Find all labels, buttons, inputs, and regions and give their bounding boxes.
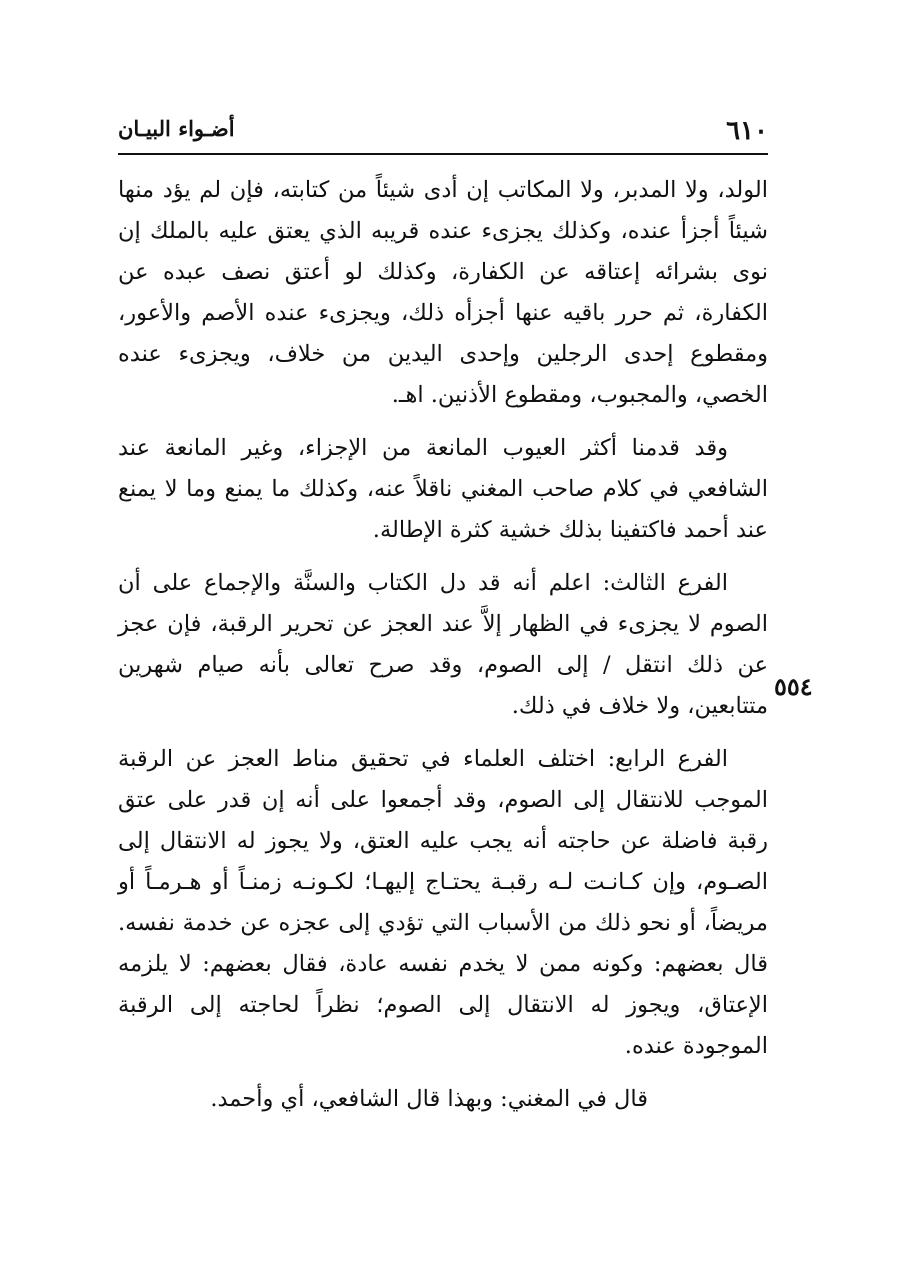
paragraph-defects: وقد قدمنا أكثر العيوب المانعة من الإجزاء، وغير المانعة عند الشافعي في كلام صاحب المغني ناقلاً عنه، وكذلك ما يمنع وما لا يمنع عند أحمد فاكتفينا بذلك خشية كثرة الإطالة. xyxy=(118,435,768,543)
margin-page-reference: ٥٥٤ xyxy=(774,672,813,701)
paragraph-mughni-quote: قال في المغني: وبهذا قال الشافعي، أي وأحمد. xyxy=(210,1086,648,1112)
paragraph-continuation: الولد، ولا المدبر، ولا المكاتب إن أدى شيئاً من كتابته، فإن لم يؤد منها شيئاً أجزأ عنده، وكذلك يجزىء عنده قريبه الذي يعتق عليه بالملك إن نوى بشرائه إعتاقه عن الكفارة، وكذلك لو أعتق نصف عبده عن الكفارة، ثم حرر باقيه عنها أجزأه ذلك، ويجزىء عنده الأصم والأعور، ومقطوع إحدى الرجلين وإحدى اليدين من خلاف، ويجزىء عنده الخصي، والمجبوب، ومقطوع الأذنين. اهـ. xyxy=(118,177,768,408)
page-number: ٦١٠ xyxy=(726,116,768,146)
paragraph-third-branch: الفرع الثالث: اعلم أنه قد دل الكتاب والسنَّة والإجماع على أن الصوم لا يجزىء في الظهار إلاَّ عند العجز عن تحرير الرقبة، فإن عجز عن ذلك انتقل / إلى الصوم، وقد صرح تعالى بأنه صيام شهرين متتابعين، ولا خلاف في ذلك. xyxy=(118,570,768,719)
header-rule xyxy=(118,153,768,155)
page-header xyxy=(118,112,768,152)
paragraph-fourth-branch: الفرع الرابع: اختلف العلماء في تحقيق مناط العجز عن الرقبة الموجب للانتقال إلى الصوم، وقد أجمعوا على أنه إن قدر على عتق رقبة فاضلة عن حاجته أنه يجب عليه العتق، ولا يجوز له الانتقال إلى الصـوم، وإن كـانـت لـه رقبـة يحتـاج إليهـا؛ لكـونـه زمنـاً أو هـرمـاً أو مريضاً، أو نحو ذلك من الأسباب التي تؤدي إلى عجزه عن خدمة نفسه. قال بعضهم: وكونه ممن لا يخدم نفسه عادة، فقال بعضهم: لا يلزمه الإعتاق، ويجوز له الانتقال إلى الصوم؛ نظراً لحاجته إلى الرقبة الموجودة عنده. xyxy=(118,746,768,1059)
book-title: أضـواء البيـان xyxy=(118,116,235,141)
page-body xyxy=(118,170,768,1132)
